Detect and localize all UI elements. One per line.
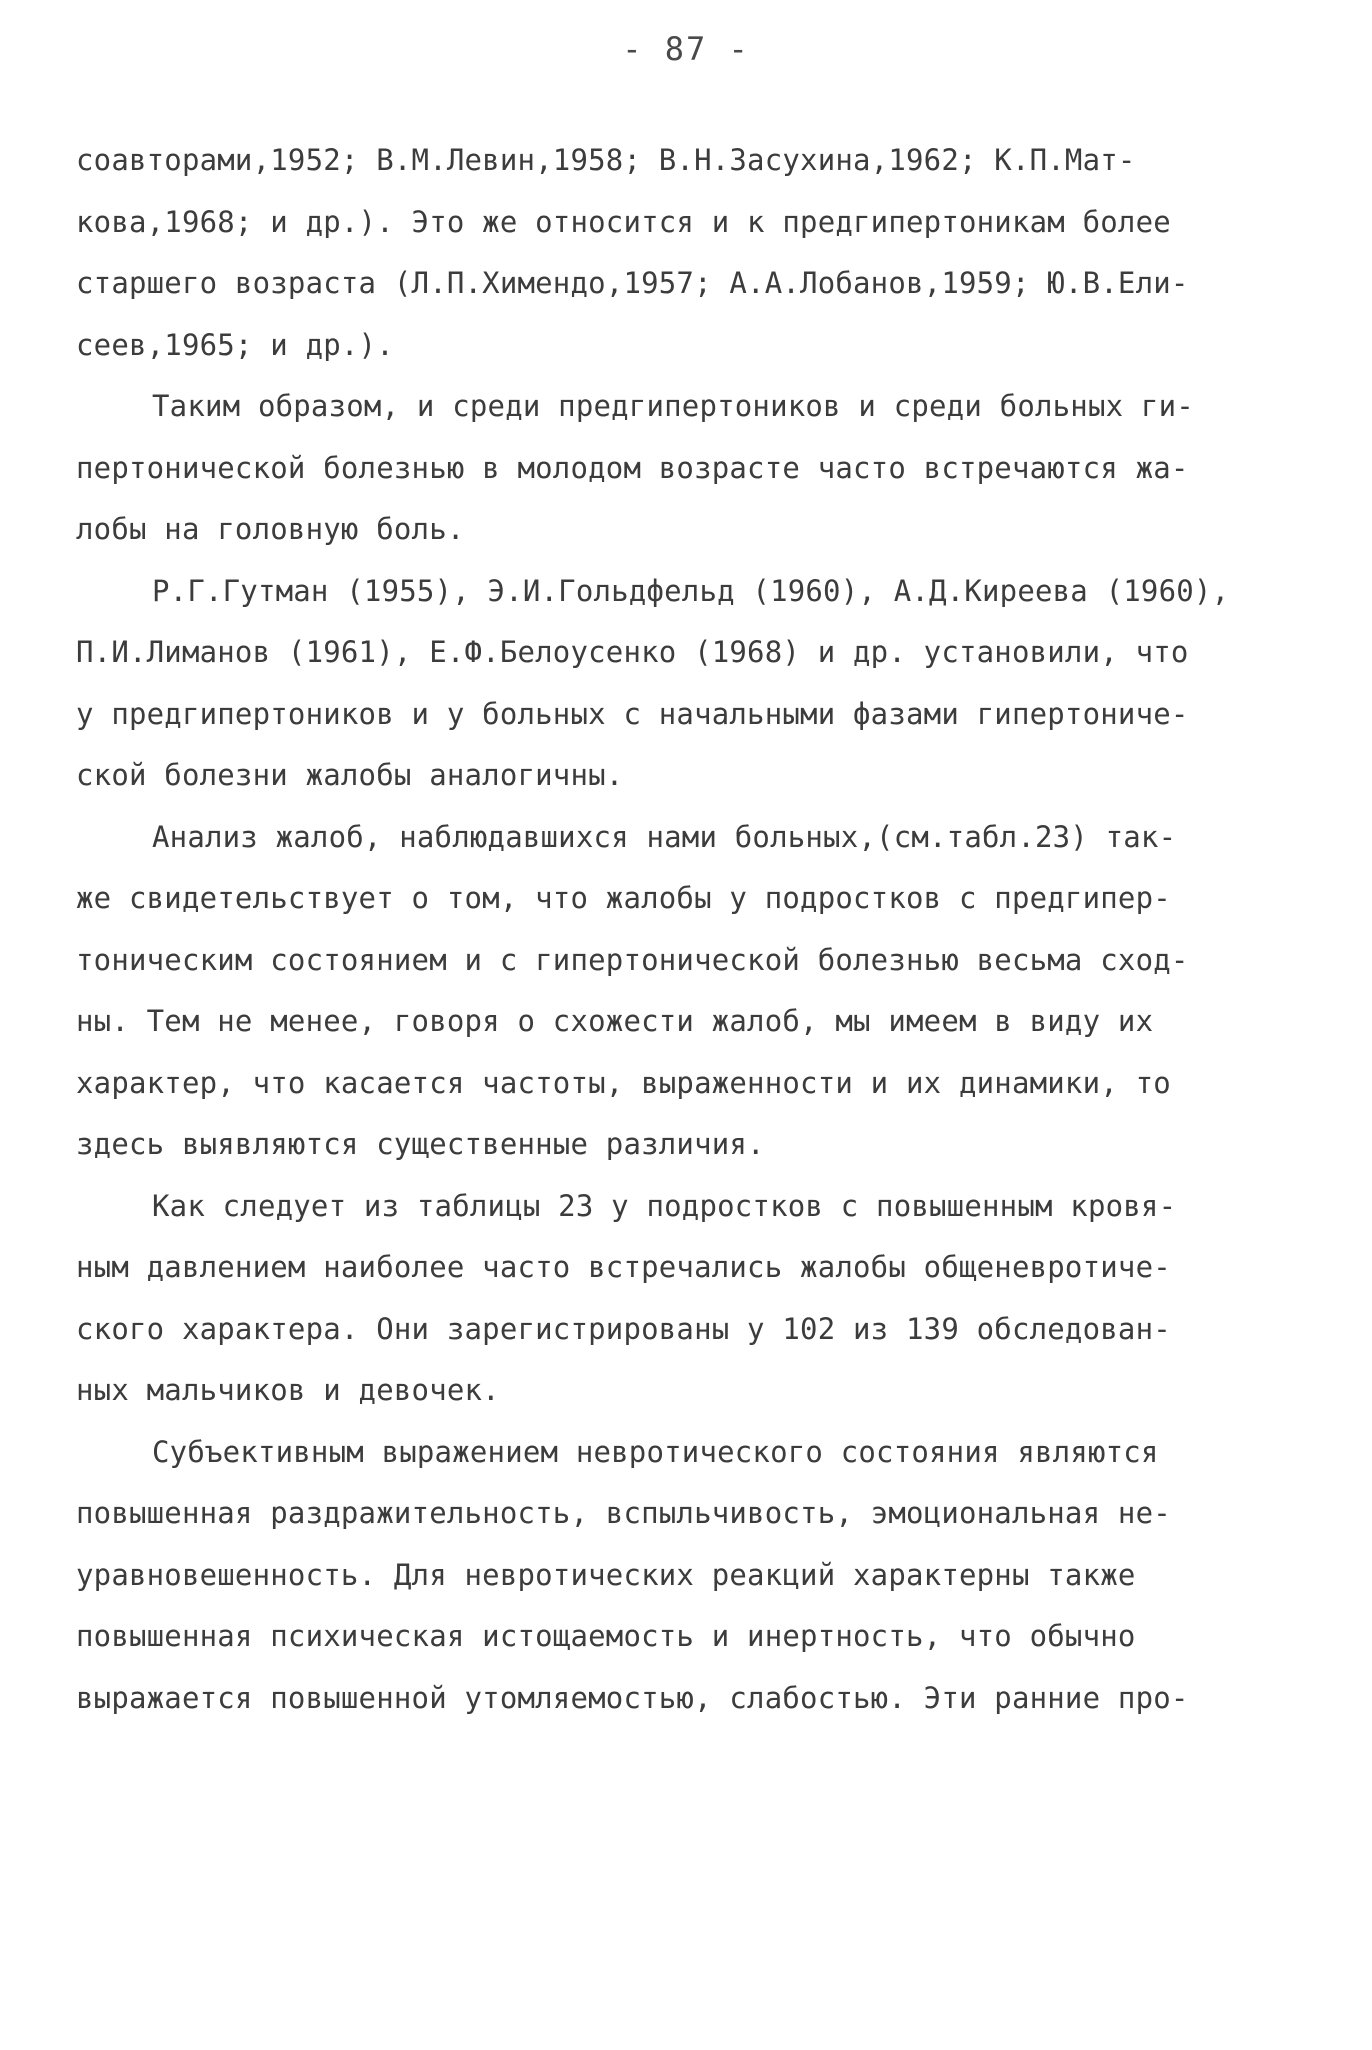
paragraph-4 [76,807,1316,1176]
text-line: Р.Г.Гутман (1955), Э.И.Гольдфельд (1960), А.Д.Киреева (1960), [152,573,1230,608]
page-number: - 87 - [622,30,750,68]
text-line: же свидетельствует о том, что жалобы у подростков с предгипер- [76,881,1171,915]
text-line: ных мальчиков и девочек. [76,1373,500,1407]
text-line: Таким образом, и среди предгипертоников и среди больных ги- [152,389,1194,423]
text-line: Анализ жалоб, наблюдавшихся нами больных,(см.табл.23) так- [152,819,1177,854]
paragraph-6 [76,1422,1316,1730]
text-line: характер, что касается частоты, выраженности и их динамики, то [76,1065,1171,1100]
text-line: выражается повышенной утомляемостью, слабостью. Эти ранние про- [76,1680,1189,1715]
text-line: старшего возраста (Л.П.Химендо,1957; А.А.Лобанов,1959; Ю.В.Ели- [76,266,1189,300]
text-line: сеев,1965; и др.). [76,327,394,362]
text-line: Как следует из таблицы 23 у подростков с повышенным кровя- [152,1188,1177,1223]
text-line: здесь выявляются существенные различия. [76,1127,765,1161]
text-line: ным давлением наиболее часто встречались жалобы общеневротиче- [76,1250,1171,1284]
paragraph-3 [76,561,1316,807]
text-line: ны. Тем не менее, говоря о схожести жалоб, мы имеем в виду их [76,1004,1154,1038]
text-line: повышенная психическая истощаемость и инертность, что обычно [76,1619,1136,1653]
body-text [76,130,1316,1729]
text-line: соавторами,1952; В.М.Левин,1958; В.Н.Засухина,1962; К.П.Мат- [76,143,1136,177]
text-line: лобы на головную боль. [76,512,465,546]
text-line: пертонической болезнью в молодом возрасте часто встречаются жа- [76,450,1189,485]
paragraph-1 [76,130,1316,376]
paragraph-5 [76,1176,1316,1422]
text-line: уравновешенность. Для невротических реакций характерны также [76,1557,1136,1592]
text-line: П.И.Лиманов (1961), Е.Ф.Белоусенко (1968) и др. установили, что [76,635,1189,669]
paragraph-2 [76,376,1316,561]
text-line: ской болезни жалобы аналогичны. [76,758,624,792]
text-line: кова,1968; и др.). Это же относится и к предгипертоникам более [76,204,1171,239]
text-line: ского характера. Они зарегистрированы у 102 из 139 обследован- [76,1311,1171,1346]
text-line: Субъективным выражением невротического состояния являются [152,1434,1159,1469]
text-line: повышенная раздражительность, вспыльчивость, эмоциональная не- [76,1496,1171,1530]
text-line: тоническим состоянием и с гипертонической болезнью весьма сход- [76,942,1189,977]
text-line: у предгипертоников и у больных с начальными фазами гипертониче- [76,696,1189,731]
